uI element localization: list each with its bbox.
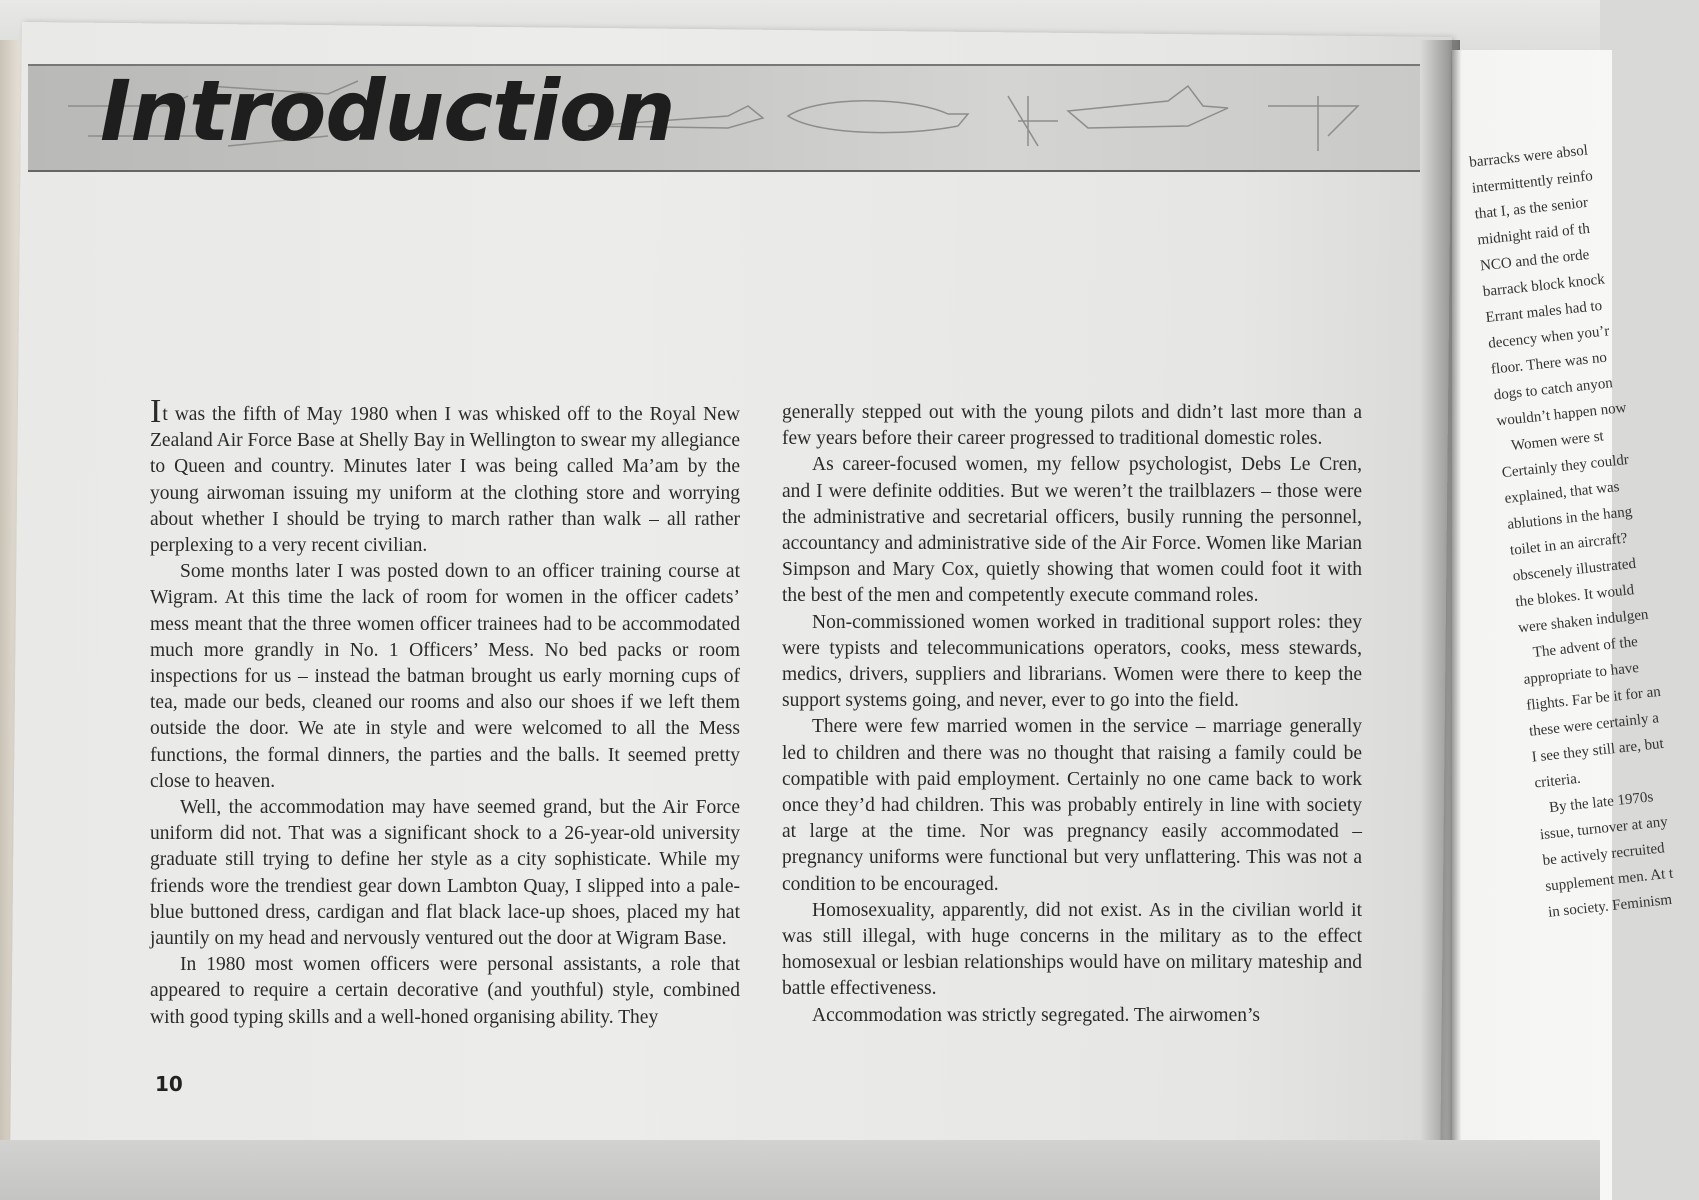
facing-line: in society. Feminism [1547, 891, 1673, 921]
facing-line: these were certainly a [1528, 710, 1660, 740]
chapter-title: Introduction [100, 62, 675, 160]
paragraph: There were few married women in the service – marriage generally led to children and there was no thought that raising a family could be compatible with paid employment. Certainly no one came back to work once they’d had children. This was probably entirely in line with society at large at the time. Nor was pregnancy easily accommodated – pregnancy uniforms were functional but very unflattering. This was not a condition to be encouraged. [782, 716, 1362, 895]
facing-line: supplement men. At t [1544, 865, 1674, 895]
facing-line: barracks were absol [1468, 142, 1589, 171]
drop-cap: I [150, 393, 162, 430]
facing-line: midnight raid of th [1476, 220, 1591, 249]
background-bottom [0, 1140, 1600, 1200]
left-text-column [150, 393, 740, 1031]
facing-line: floor. There was no [1490, 349, 1608, 378]
facing-line: Certainly they couldr [1501, 451, 1630, 482]
paragraph: Non-commissioned women worked in traditional support roles: they were typists and telecommunications operators, cooks, mess stewards, medics, drivers, suppliers and librarians. Women were there to keep the support systems going, and never, ever to go into the field. [782, 611, 1362, 712]
page-number: 10 [155, 1072, 183, 1096]
facing-line: were shaken indulgen [1517, 606, 1650, 637]
facing-line: NCO and the orde [1479, 246, 1591, 275]
facing-line: decency when you’r [1487, 323, 1611, 352]
paragraph: As career-focused women, my fellow psychologist, Debs Le Cren, and I were definite oddities. But we weren’t the trailblazers – those were the administrative and secretarial officers, busily running the personnel, accountancy and administrative side of the Air Force. Women like Marian Simpson and Mary Cox, quietly showing that women could foot it with the best of the men and competently execute command roles. [782, 454, 1362, 607]
facing-line: obscenely illustrated [1512, 555, 1637, 585]
facing-line: wouldn’t happen now [1495, 399, 1628, 430]
facing-line: intermittently reinfo [1471, 168, 1594, 197]
facing-line: I see they still are, but [1531, 735, 1665, 766]
aircraft-sketch-2 [788, 101, 968, 133]
facing-line: issue, turnover at any [1539, 813, 1669, 844]
facing-line: be actively recruited [1541, 840, 1666, 870]
facing-line: barrack block knock [1482, 271, 1606, 301]
facing-line: ablutions in the hang [1506, 503, 1633, 533]
paragraph: In 1980 most women officers were personal assistants, a role that appeared to require a certain decorative (and youthful) style, combined with good typing skills and a well-honed organising ability. They [150, 954, 740, 1028]
facing-line: The advent of the [1532, 633, 1639, 661]
right-text-column [782, 400, 1362, 1029]
facing-line: appropriate to have [1522, 660, 1640, 689]
aircraft-sketch-5 [1268, 96, 1358, 151]
facing-line: Errant males had to [1484, 297, 1603, 327]
facing-line: criteria. [1533, 770, 1582, 792]
paragraph: generally stepped out with the young pilots and didn’t last more than a few years before their career progressed to traditional domestic roles. [782, 402, 1362, 450]
paragraph: Some months later I was posted down to an officer training course at Wigram. At this time the lack of room for women in the officer cadets’ mess meant that the three women officer trainees had to be accommodated much more grandly in No. 1 Officers’ Mess. No bed packs or room inspections for us – instead the batman brought us early morning cups of tea, made our beds, cleaned our rooms and also our shoes if we left them outside the door. We ate in style and were welcomed to all the Mess functions, the formal dinners, the parties and the balls. It seemed pretty close to heaven. [150, 561, 740, 792]
paragraph: Well, the accommodation may have seemed grand, but the Air Force uniform did not. That was a significant shock to a 26-year-old university graduate still trying to define her style as a city sophisticate. While my friends wore the trendiest gear down Lambton Quay, I slipped into a pale-blue buttoned dress, cardigan and flat black lace-up shoes, placed my hat jauntily on my head and nervously ventured out the door at Wigram Base. [150, 797, 740, 950]
facing-line: toilet in an aircraft? [1509, 530, 1629, 559]
facing-line: that I, as the senior [1473, 194, 1589, 223]
facing-line: Women were st [1510, 428, 1605, 455]
paragraph: Accommodation was strictly segregated. The airwomen’s [812, 1004, 1261, 1026]
facing-line: By the late 1970s [1548, 789, 1655, 817]
aircraft-sketch-3 [1008, 96, 1058, 146]
facing-line: flights. Far be it for an [1525, 683, 1662, 714]
chapter-banner [28, 64, 1420, 172]
facing-line: explained, that was [1503, 479, 1621, 508]
paragraph: Homosexuality, apparently, did not exist. As in the civilian world it was still illegal, with huge concerns in the military as to the effect homosexual or lesbian relationships would have on military mateship and battle effectiveness. [782, 899, 1362, 1000]
aircraft-sketch-4 [1068, 86, 1228, 128]
facing-line: the blokes. It would [1514, 582, 1635, 611]
facing-line: dogs to catch anyon [1492, 375, 1614, 404]
paragraph: It was the fifth of May 1980 when I was whisked off to the Royal New Zealand Air Force Base at Shelly Bay in Wellington to swear my allegiance to Queen and country. Minutes later I was being called Ma’am by the young airwoman issuing my uniform at the clothing store and worrying about whether I should be trying to march rather than walk – all rather perplexing to a very recent civilian. [150, 393, 740, 557]
